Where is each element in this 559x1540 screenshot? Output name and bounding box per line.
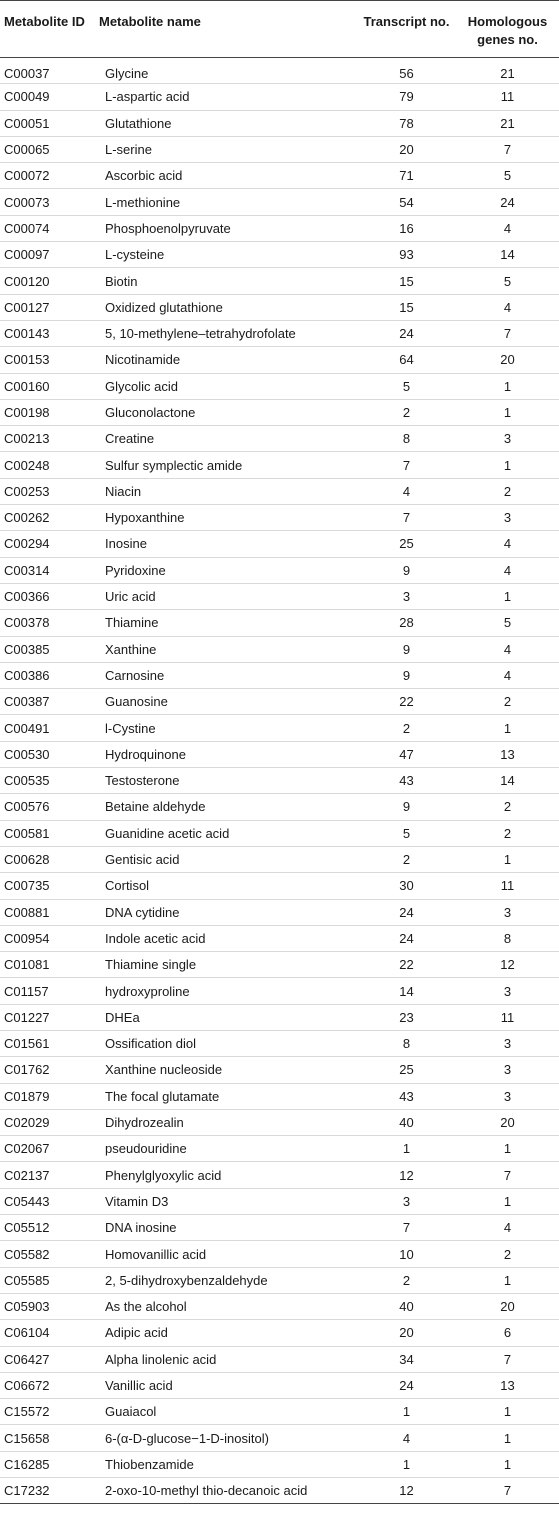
metabolite-id-cell: C06672 (0, 1372, 95, 1398)
transcript-no-cell: 20 (357, 1320, 456, 1346)
metabolite-id-cell: C02067 (0, 1136, 95, 1162)
metabolite-name-cell: Testosterone (95, 768, 357, 794)
metabolite-id-cell: C00213 (0, 426, 95, 452)
metabolite-name-cell: Uric acid (95, 583, 357, 609)
metabolite-name-cell: Betaine aldehyde (95, 794, 357, 820)
transcript-no-cell: 15 (357, 294, 456, 320)
table-row (0, 899, 559, 925)
metabolite-name-cell: Vanillic acid (95, 1372, 357, 1398)
transcript-no-cell: 5 (357, 373, 456, 399)
transcript-no-cell: 4 (357, 478, 456, 504)
homologous-genes-no-cell: 1 (456, 1451, 559, 1477)
homologous-genes-no-cell: 4 (456, 1215, 559, 1241)
homologous-genes-no-cell: 3 (456, 1057, 559, 1083)
homologous-genes-no-cell: 11 (456, 84, 559, 110)
homologous-genes-no-cell: 21 (456, 58, 559, 84)
metabolite-name-cell: Thiamine (95, 610, 357, 636)
homologous-genes-no-cell: 1 (456, 846, 559, 872)
metabolite-name-cell: As the alcohol (95, 1293, 357, 1319)
table-row (0, 952, 559, 978)
table-row (0, 531, 559, 557)
metabolite-id-cell: C05585 (0, 1267, 95, 1293)
homologous-genes-no-cell: 24 (456, 189, 559, 215)
transcript-no-cell: 22 (357, 689, 456, 715)
metabolite-id-cell: C00735 (0, 873, 95, 899)
table-row (0, 1136, 559, 1162)
homologous-genes-no-cell: 7 (456, 1162, 559, 1188)
table-row (0, 1399, 559, 1425)
table-row (0, 1293, 559, 1319)
metabolite-id-cell: C00074 (0, 215, 95, 241)
homologous-genes-no-cell: 20 (456, 347, 559, 373)
homologous-genes-no-cell: 5 (456, 268, 559, 294)
homologous-genes-no-cell: 2 (456, 794, 559, 820)
homologous-genes-no-cell: 1 (456, 399, 559, 425)
homologous-genes-no-cell: 11 (456, 1004, 559, 1030)
metabolite-id-cell: C00386 (0, 662, 95, 688)
table-row (0, 794, 559, 820)
metabolite-id-cell: C00262 (0, 505, 95, 531)
table-body (0, 58, 559, 1504)
table-row (0, 1346, 559, 1372)
homologous-genes-no-cell: 20 (456, 1109, 559, 1135)
metabolite-name-cell: Vitamin D3 (95, 1188, 357, 1214)
homologous-genes-no-cell: 5 (456, 163, 559, 189)
metabolite-id-cell: C00628 (0, 846, 95, 872)
metabolite-id-cell: C01762 (0, 1057, 95, 1083)
metabolite-name-cell: Nicotinamide (95, 347, 357, 373)
table-row (0, 925, 559, 951)
transcript-no-cell: 3 (357, 1188, 456, 1214)
homologous-genes-no-cell: 2 (456, 820, 559, 846)
homologous-genes-no-cell: 1 (456, 715, 559, 741)
transcript-no-cell: 43 (357, 1083, 456, 1109)
table-row (0, 452, 559, 478)
transcript-no-cell: 1 (357, 1451, 456, 1477)
transcript-no-cell: 40 (357, 1109, 456, 1135)
table-row (0, 1241, 559, 1267)
metabolite-name-cell: 2, 5-dihydroxybenzaldehyde (95, 1267, 357, 1293)
homologous-genes-no-cell: 7 (456, 1478, 559, 1504)
header-transcript-no: Transcript no. (357, 1, 456, 58)
table-row (0, 1320, 559, 1346)
transcript-no-cell: 4 (357, 1425, 456, 1451)
homologous-genes-no-cell: 1 (456, 452, 559, 478)
transcript-no-cell: 34 (357, 1346, 456, 1372)
table-row (0, 820, 559, 846)
metabolite-id-cell: C00366 (0, 583, 95, 609)
metabolite-name-cell: L-serine (95, 136, 357, 162)
homologous-genes-no-cell: 3 (456, 505, 559, 531)
transcript-no-cell: 24 (357, 925, 456, 951)
metabolite-id-cell: C00535 (0, 768, 95, 794)
homologous-genes-no-cell: 3 (456, 978, 559, 1004)
metabolite-name-cell: Sulfur symplectic amide (95, 452, 357, 478)
metabolite-name-cell: Cortisol (95, 873, 357, 899)
table-row (0, 636, 559, 662)
transcript-no-cell: 79 (357, 84, 456, 110)
table-row (0, 557, 559, 583)
homologous-genes-no-cell: 4 (456, 557, 559, 583)
transcript-no-cell: 78 (357, 110, 456, 136)
homologous-genes-no-cell: 4 (456, 531, 559, 557)
metabolite-name-cell: DNA cytidine (95, 899, 357, 925)
transcript-no-cell: 40 (357, 1293, 456, 1319)
homologous-genes-no-cell: 1 (456, 583, 559, 609)
metabolite-name-cell: Biotin (95, 268, 357, 294)
metabolite-id-cell: C16285 (0, 1451, 95, 1477)
transcript-no-cell: 10 (357, 1241, 456, 1267)
table-row (0, 978, 559, 1004)
metabolite-id-cell: C00576 (0, 794, 95, 820)
metabolite-id-cell: C00072 (0, 163, 95, 189)
transcript-no-cell: 56 (357, 58, 456, 84)
table-row (0, 662, 559, 688)
header-row (0, 1, 559, 58)
metabolite-name-cell: l-Cystine (95, 715, 357, 741)
metabolite-id-cell: C05443 (0, 1188, 95, 1214)
metabolite-name-cell: Ossification diol (95, 1030, 357, 1056)
transcript-no-cell: 7 (357, 505, 456, 531)
table-header (0, 1, 559, 58)
metabolite-name-cell: L-cysteine (95, 242, 357, 268)
header-metabolite-name: Metabolite name (95, 1, 357, 58)
table-row (0, 505, 559, 531)
metabolite-id-cell: C00160 (0, 373, 95, 399)
transcript-no-cell: 24 (357, 1372, 456, 1398)
metabolite-id-cell: C00127 (0, 294, 95, 320)
homologous-genes-no-cell: 1 (456, 1267, 559, 1293)
metabolite-name-cell: Guaiacol (95, 1399, 357, 1425)
table-row (0, 1057, 559, 1083)
table-row (0, 347, 559, 373)
metabolite-id-cell: C15572 (0, 1399, 95, 1425)
metabolite-name-cell: Alpha linolenic acid (95, 1346, 357, 1372)
metabolite-name-cell: Indole acetic acid (95, 925, 357, 951)
table-row (0, 399, 559, 425)
table-row (0, 58, 559, 84)
homologous-genes-no-cell: 2 (456, 1241, 559, 1267)
table-row (0, 1372, 559, 1398)
metabolite-id-cell: C01227 (0, 1004, 95, 1030)
metabolite-name-cell: Adipic acid (95, 1320, 357, 1346)
metabolite-name-cell: Phenylglyoxylic acid (95, 1162, 357, 1188)
transcript-no-cell: 2 (357, 399, 456, 425)
metabolite-id-cell: C01879 (0, 1083, 95, 1109)
table-row (0, 1109, 559, 1135)
homologous-genes-no-cell: 8 (456, 925, 559, 951)
metabolite-name-cell: Dihydrozealin (95, 1109, 357, 1135)
metabolite-id-cell: C00051 (0, 110, 95, 136)
homologous-genes-no-cell: 11 (456, 873, 559, 899)
homologous-genes-no-cell: 3 (456, 899, 559, 925)
metabolite-name-cell: Hydroquinone (95, 741, 357, 767)
homologous-genes-no-cell: 1 (456, 1188, 559, 1214)
table-row (0, 715, 559, 741)
metabolite-name-cell: Creatine (95, 426, 357, 452)
metabolite-name-cell: Hypoxanthine (95, 505, 357, 531)
homologous-genes-no-cell: 7 (456, 320, 559, 346)
transcript-no-cell: 30 (357, 873, 456, 899)
transcript-no-cell: 28 (357, 610, 456, 636)
metabolite-name-cell: Inosine (95, 531, 357, 557)
homologous-genes-no-cell: 1 (456, 1399, 559, 1425)
transcript-no-cell: 71 (357, 163, 456, 189)
table-row (0, 242, 559, 268)
transcript-no-cell: 7 (357, 452, 456, 478)
table-row (0, 320, 559, 346)
transcript-no-cell: 23 (357, 1004, 456, 1030)
homologous-genes-no-cell: 13 (456, 1372, 559, 1398)
table-row (0, 215, 559, 241)
transcript-no-cell: 25 (357, 531, 456, 557)
metabolite-id-cell: C00037 (0, 58, 95, 84)
metabolite-id-cell: C00073 (0, 189, 95, 215)
header-homologous-genes-no: Homologous genes no. (456, 1, 559, 58)
metabolite-name-cell: DHEa (95, 1004, 357, 1030)
metabolite-id-cell: C05903 (0, 1293, 95, 1319)
metabolite-name-cell: Glutathione (95, 110, 357, 136)
metabolite-id-cell: C00097 (0, 242, 95, 268)
metabolite-id-cell: C00248 (0, 452, 95, 478)
transcript-no-cell: 9 (357, 557, 456, 583)
metabolite-id-cell: C01081 (0, 952, 95, 978)
metabolite-id-cell: C06427 (0, 1346, 95, 1372)
transcript-no-cell: 1 (357, 1136, 456, 1162)
metabolite-id-cell: C17232 (0, 1478, 95, 1504)
metabolite-name-cell: Guanidine acetic acid (95, 820, 357, 846)
metabolite-id-cell: C00049 (0, 84, 95, 110)
homologous-genes-no-cell: 7 (456, 1346, 559, 1372)
homologous-genes-no-cell: 3 (456, 1030, 559, 1056)
homologous-genes-no-cell: 12 (456, 952, 559, 978)
metabolite-name-cell: Phosphoenolpyruvate (95, 215, 357, 241)
homologous-genes-no-cell: 3 (456, 426, 559, 452)
metabolite-name-cell: pseudouridine (95, 1136, 357, 1162)
metabolite-id-cell: C00491 (0, 715, 95, 741)
metabolite-name-cell: Thiobenzamide (95, 1451, 357, 1477)
table-row (0, 294, 559, 320)
transcript-no-cell: 16 (357, 215, 456, 241)
transcript-no-cell: 3 (357, 583, 456, 609)
table-row (0, 1188, 559, 1214)
metabolite-id-cell: C05582 (0, 1241, 95, 1267)
metabolite-id-cell: C00153 (0, 347, 95, 373)
transcript-no-cell: 2 (357, 715, 456, 741)
transcript-no-cell: 12 (357, 1162, 456, 1188)
metabolite-name-cell: 6-(α-D-glucose−1-D-inositol) (95, 1425, 357, 1451)
metabolite-id-cell: C00253 (0, 478, 95, 504)
transcript-no-cell: 47 (357, 741, 456, 767)
homologous-genes-no-cell: 4 (456, 294, 559, 320)
homologous-genes-no-cell: 13 (456, 741, 559, 767)
homologous-genes-no-cell: 1 (456, 373, 559, 399)
table-row (0, 1451, 559, 1477)
table-row (0, 1083, 559, 1109)
homologous-genes-no-cell: 7 (456, 136, 559, 162)
metabolite-id-cell: C00530 (0, 741, 95, 767)
table-row (0, 1425, 559, 1451)
transcript-no-cell: 8 (357, 1030, 456, 1056)
table-row (0, 189, 559, 215)
metabolite-name-cell: Ascorbic acid (95, 163, 357, 189)
metabolite-id-cell: C01561 (0, 1030, 95, 1056)
table-row (0, 1478, 559, 1504)
metabolite-id-cell: C00385 (0, 636, 95, 662)
metabolite-id-cell: C05512 (0, 1215, 95, 1241)
header-metabolite-id: Metabolite ID (0, 1, 95, 58)
transcript-no-cell: 12 (357, 1478, 456, 1504)
transcript-no-cell: 1 (357, 1399, 456, 1425)
metabolite-name-cell: Gluconolactone (95, 399, 357, 425)
table-row (0, 1215, 559, 1241)
transcript-no-cell: 24 (357, 899, 456, 925)
metabolite-id-cell: C00378 (0, 610, 95, 636)
homologous-genes-no-cell: 5 (456, 610, 559, 636)
homologous-genes-no-cell: 1 (456, 1136, 559, 1162)
table-row (0, 268, 559, 294)
table-row (0, 1004, 559, 1030)
metabolite-id-cell: C15658 (0, 1425, 95, 1451)
metabolite-id-cell: C06104 (0, 1320, 95, 1346)
transcript-no-cell: 2 (357, 1267, 456, 1293)
transcript-no-cell: 7 (357, 1215, 456, 1241)
homologous-genes-no-cell: 14 (456, 242, 559, 268)
table-row (0, 373, 559, 399)
table-row (0, 1162, 559, 1188)
metabolite-id-cell: C00120 (0, 268, 95, 294)
table-row (0, 1267, 559, 1293)
transcript-no-cell: 25 (357, 1057, 456, 1083)
table-row (0, 478, 559, 504)
metabolite-id-cell: C00581 (0, 820, 95, 846)
homologous-genes-no-cell: 20 (456, 1293, 559, 1319)
transcript-no-cell: 8 (357, 426, 456, 452)
metabolite-name-cell: L-methionine (95, 189, 357, 215)
metabolite-id-cell: C00881 (0, 899, 95, 925)
metabolite-id-cell: C02137 (0, 1162, 95, 1188)
table-row (0, 741, 559, 767)
transcript-no-cell: 9 (357, 636, 456, 662)
transcript-no-cell: 9 (357, 794, 456, 820)
homologous-genes-no-cell: 2 (456, 689, 559, 715)
metabolite-name-cell: 2-oxo-10-methyl thio-decanoic acid (95, 1478, 357, 1504)
metabolite-name-cell: 5, 10-methylene–tetrahydrofolate (95, 320, 357, 346)
table-row (0, 84, 559, 110)
transcript-no-cell: 43 (357, 768, 456, 794)
homologous-genes-no-cell: 14 (456, 768, 559, 794)
homologous-genes-no-cell: 6 (456, 1320, 559, 1346)
transcript-no-cell: 20 (357, 136, 456, 162)
metabolite-id-cell: C00143 (0, 320, 95, 346)
metabolite-name-cell: Pyridoxine (95, 557, 357, 583)
metabolite-id-cell: C00294 (0, 531, 95, 557)
table-row (0, 1030, 559, 1056)
homologous-genes-no-cell: 21 (456, 110, 559, 136)
transcript-no-cell: 14 (357, 978, 456, 1004)
metabolite-id-cell: C00065 (0, 136, 95, 162)
metabolite-id-cell: C00314 (0, 557, 95, 583)
transcript-no-cell: 24 (357, 320, 456, 346)
homologous-genes-no-cell: 4 (456, 636, 559, 662)
table-row (0, 110, 559, 136)
metabolite-name-cell: Carnosine (95, 662, 357, 688)
metabolite-name-cell: hydroxyproline (95, 978, 357, 1004)
table-row (0, 610, 559, 636)
transcript-no-cell: 93 (357, 242, 456, 268)
metabolite-id-cell: C00954 (0, 925, 95, 951)
table-row (0, 689, 559, 715)
transcript-no-cell: 54 (357, 189, 456, 215)
metabolite-name-cell: Homovanillic acid (95, 1241, 357, 1267)
transcript-no-cell: 15 (357, 268, 456, 294)
metabolite-name-cell: Thiamine single (95, 952, 357, 978)
metabolite-name-cell: L-aspartic acid (95, 84, 357, 110)
transcript-no-cell: 9 (357, 662, 456, 688)
table-row (0, 136, 559, 162)
transcript-no-cell: 5 (357, 820, 456, 846)
metabolite-name-cell: Guanosine (95, 689, 357, 715)
table-row (0, 768, 559, 794)
metabolite-name-cell: Xanthine (95, 636, 357, 662)
metabolite-name-cell: Gentisic acid (95, 846, 357, 872)
metabolite-name-cell: Niacin (95, 478, 357, 504)
transcript-no-cell: 2 (357, 846, 456, 872)
metabolite-name-cell: Oxidized glutathione (95, 294, 357, 320)
table-row (0, 163, 559, 189)
homologous-genes-no-cell: 1 (456, 1425, 559, 1451)
homologous-genes-no-cell: 4 (456, 215, 559, 241)
transcript-no-cell: 64 (357, 347, 456, 373)
homologous-genes-no-cell: 4 (456, 662, 559, 688)
transcript-no-cell: 22 (357, 952, 456, 978)
metabolite-id-cell: C01157 (0, 978, 95, 1004)
table-row (0, 583, 559, 609)
table-row (0, 873, 559, 899)
homologous-genes-no-cell: 3 (456, 1083, 559, 1109)
metabolite-name-cell: DNA inosine (95, 1215, 357, 1241)
metabolite-id-cell: C00198 (0, 399, 95, 425)
metabolite-name-cell: Glycolic acid (95, 373, 357, 399)
table-row (0, 426, 559, 452)
metabolite-id-cell: C02029 (0, 1109, 95, 1135)
metabolite-name-cell: The focal glutamate (95, 1083, 357, 1109)
metabolite-name-cell: Glycine (95, 58, 357, 84)
table-row (0, 846, 559, 872)
metabolite-id-cell: C00387 (0, 689, 95, 715)
metabolite-name-cell: Xanthine nucleoside (95, 1057, 357, 1083)
homologous-genes-no-cell: 2 (456, 478, 559, 504)
